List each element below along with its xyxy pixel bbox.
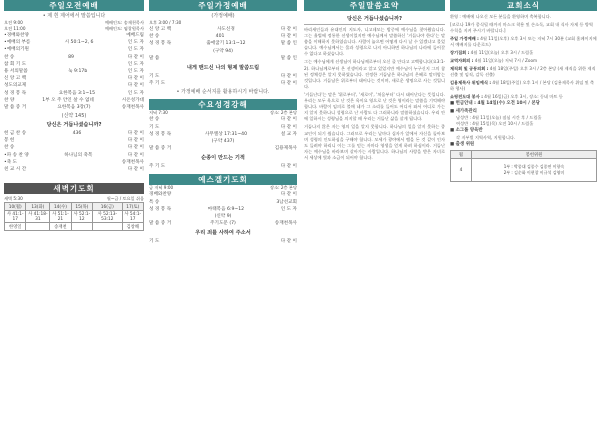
order-item-leader: 다 같 이 bbox=[280, 192, 297, 198]
order-item-leader: 인 도 자 bbox=[127, 47, 144, 53]
news-item-value: 4월 16일(금) 오후 3시, 장소: 동네 마트 등 bbox=[484, 94, 563, 99]
news-item bbox=[450, 58, 597, 64]
order-item-leader: 다 같 이 bbox=[127, 167, 144, 172]
order-item-label: 성 경 봉 독 bbox=[4, 90, 27, 96]
news-item bbox=[450, 80, 597, 92]
scripture-reference: (신약 145) bbox=[61, 113, 87, 120]
order-row bbox=[149, 26, 297, 33]
order-item-leader: 인 도 자 bbox=[127, 40, 144, 46]
sub-item-2: 여성반 : 4월 15일(목) 오전 10시 / 드림홀 bbox=[456, 121, 534, 126]
family-banner: 내게 맨드신 나의 형제 말씀드림 bbox=[186, 64, 260, 71]
sermon-paragraph-1: 바리새인들과 유대인의 지도자, 니고데모는 밤중에 예수님을 찾아왔습니다. 그는 율법에 정통한 선생이었지만 예수님께서 말씀하신 '거듭나야 한다'는 말씀을 이해하지 못하였습니다. 사람이 늙으면 어떻게 다시 날 수 있겠냐고 물었습니다. 예수님께서는 물과 성령으로 나지 아니하면 하나님의 나라에 들어갈 수 없다고 하셨습니다. bbox=[304, 27, 445, 57]
news-item-key: 장기집회 : bbox=[450, 50, 470, 55]
order-item-detail: 시 50:1~2, 6 bbox=[64, 40, 94, 46]
sub-item-1: 남성반 : 4월 11일(오늘) 점심 시간 후 / 드림홀 bbox=[456, 115, 542, 120]
order-item-label: 말 씀 증 거 bbox=[149, 146, 172, 152]
order-item-detail: 요한복음 3:1~15 bbox=[58, 90, 96, 96]
dawn-table-cell: 사 54:1-17 bbox=[122, 211, 144, 223]
order-item-leader: 다 같 이 bbox=[127, 76, 144, 82]
order-row bbox=[149, 163, 297, 170]
order-row bbox=[149, 80, 297, 87]
dawn-table-cell: 사 52:1-12 bbox=[71, 211, 92, 223]
service-time-2: 오전 11:00 예배인도: 염창원목사 bbox=[4, 26, 144, 31]
dawn-table-cell: 송재천 bbox=[50, 223, 71, 231]
order-item-leader: 시온성가대 bbox=[121, 97, 144, 103]
table-cell-committee: 1부 : 박종대 김종수 김종연 이향숙 2부 : 김순화 이현창 이규석 김영미 bbox=[472, 159, 597, 182]
order-of-service-2 bbox=[4, 130, 144, 173]
order-row bbox=[4, 32, 144, 39]
order-item-detail: 눅 9:17b bbox=[68, 68, 88, 74]
family-worship-sub: (가정예배) bbox=[211, 13, 235, 19]
news-bullet-4: ■ 출생 위원 bbox=[450, 141, 475, 147]
order-row bbox=[149, 145, 297, 152]
order-item-leader: 다 같 이 bbox=[127, 54, 144, 60]
order-row bbox=[4, 166, 144, 173]
family-worship-time: 오후 3:00 / 7:30 bbox=[149, 20, 182, 25]
order-row bbox=[149, 55, 297, 62]
wednesday-order-2 bbox=[149, 163, 297, 170]
news-item-value: 4월 11일(오늘) 저녁 7시 / Zoom bbox=[474, 58, 538, 63]
order-row bbox=[149, 73, 297, 80]
order-row bbox=[149, 191, 297, 198]
order-item-label: 찬 송 bbox=[4, 54, 15, 60]
order-row bbox=[4, 68, 144, 75]
order-row bbox=[149, 220, 297, 227]
order-item-label: 특 송 bbox=[149, 199, 160, 205]
friday-order bbox=[149, 191, 297, 227]
order-item-leader: 다 같 이 bbox=[280, 81, 297, 87]
order-item-detail: 주기도문 (7) bbox=[210, 221, 236, 227]
order-item-detail: (구약 94) bbox=[213, 48, 233, 54]
order-item-leader: 인 도 자 bbox=[280, 206, 297, 212]
order-item-label: 봉 헌 bbox=[4, 138, 15, 144]
order-item-detail: 하나님의 축복 bbox=[64, 152, 93, 158]
order-row bbox=[4, 82, 144, 89]
news-item-value: [코로나 19가 종식될 때까지 마스크 착용 및 손소독, 교회 내 식사 자제 등 방역 수칙을 지켜 주시기 바랍니다.] bbox=[450, 22, 593, 33]
order-item-leader: 인 도 자 bbox=[127, 61, 144, 67]
dawn-table-cell: 김창해 bbox=[122, 223, 144, 231]
order-item-label: 성도의교제 bbox=[4, 83, 27, 89]
sunday-morning-header: 주일오전예배 bbox=[4, 0, 144, 11]
order-item-label: 주 기 도 bbox=[149, 164, 166, 170]
order-item-detail: 마태복음 6:9~12 bbox=[207, 206, 245, 212]
news-item-value: 4월 18일(주일) 오후 3시 / 2층 본당 (새 제직을 위한 제직 선출 및 임직, 감독 선출) bbox=[450, 66, 596, 77]
column-sunday-morning bbox=[4, 0, 144, 424]
order-item-label: 친 교 시 간 bbox=[4, 167, 27, 172]
order-item-label: 기 도 bbox=[149, 73, 160, 79]
dawn-prayer-header: 새벽기도회 bbox=[4, 183, 144, 194]
order-row bbox=[4, 152, 144, 159]
order-row bbox=[4, 61, 144, 68]
order-item-leader: 다 같 이 bbox=[127, 131, 144, 137]
dawn-table-cell: 한영일 bbox=[5, 223, 26, 231]
order-row bbox=[149, 48, 297, 55]
dawn-table-cell: 사 52:13-53:12 bbox=[93, 211, 122, 223]
order-row bbox=[4, 159, 144, 166]
order-item-label: 신 앙 고 백 bbox=[4, 76, 27, 82]
order-item-leader: 송재천목사 bbox=[274, 221, 297, 227]
news-item bbox=[450, 50, 597, 56]
table-cell-month: 4 bbox=[451, 159, 472, 182]
order-item-detail: 401 bbox=[215, 34, 225, 40]
dawn-table-cell: 14(수) bbox=[50, 203, 71, 211]
news-item-key: 제직회 및 공동의회 : bbox=[450, 66, 489, 71]
news-item bbox=[450, 94, 597, 100]
table-head-committee: 봉헌위원 bbox=[472, 151, 597, 159]
order-row bbox=[4, 75, 144, 82]
dawn-table-cell: 사 51:1-21 bbox=[50, 211, 71, 223]
order-item-leader: 송재천목사 bbox=[121, 159, 144, 165]
order-row bbox=[4, 137, 144, 144]
sermon-headline: 당신은 거듭나셨습니까? bbox=[347, 16, 402, 22]
order-item-detail: 출애굽기 13:1~12 bbox=[206, 41, 246, 47]
order-row bbox=[149, 131, 297, 138]
dawn-table-cell: 15(목) bbox=[71, 203, 92, 211]
sermon-paragraph-2: 그는 예수님에게 선생님이 하나님께로부터 오신 줄 안다고 고백합니다(요3:1-2). 하나님께로부터 온 선생이라고 알고 있었지만 예수님이 누구신지 그의 참된 정체성은 알지 못하였습니다. 진정한 거듭남은 하나님의 은혜로 말미암는 것입니다. 거듭남은 위로부터 태어나는 것이며, 새로운 생명으로 사는 것입니다. bbox=[304, 59, 445, 89]
friday-time-row: 금 저녁 9:00 장소: 2층 본당 bbox=[149, 185, 297, 191]
order-row bbox=[149, 116, 297, 123]
news-item-key: 쇼핑전도대 봉사 : bbox=[450, 94, 483, 99]
order-item-detail: 요한복음 3장(7) bbox=[57, 104, 91, 110]
order-item-label: 기 도 bbox=[149, 124, 160, 130]
news-item bbox=[450, 22, 597, 34]
news-item-key: 주일 가정예배 : bbox=[450, 36, 479, 41]
order-row bbox=[4, 130, 144, 137]
friday-prayer-header: 예스겔기도회 bbox=[149, 174, 297, 185]
order-row bbox=[149, 238, 297, 245]
news-bullet-3: ■ 소그룹 양육반 bbox=[450, 128, 483, 133]
small-note: 각 지부별 지역사역, 지원합니다. bbox=[456, 134, 516, 140]
order-row bbox=[149, 213, 297, 220]
order-item-label: 찬 송 bbox=[149, 117, 160, 123]
order-item-label: 참 회 기 도 bbox=[4, 61, 27, 67]
order-row bbox=[4, 46, 144, 53]
order-item-leader: 다 같 이 bbox=[280, 239, 297, 245]
order-item-leader: 송재천목사 bbox=[121, 104, 144, 110]
order-item-label: 성 경 봉 독 bbox=[149, 41, 172, 47]
family-order bbox=[149, 26, 297, 62]
news-item-key: 김용제목사 위임예식 : bbox=[450, 80, 491, 85]
dawn-table-cell: 사 41:1-17 bbox=[5, 211, 26, 223]
order-item-leader: 다 같 이 bbox=[280, 117, 297, 123]
news-item-key: 교역자회의 : bbox=[450, 58, 474, 63]
order-item-leader: 예배드림 bbox=[126, 33, 144, 38]
wednesday-banner: 순종이 만드는 기적 bbox=[201, 155, 245, 162]
order-item-leader: 다 같 이 bbox=[127, 138, 144, 144]
dawn-table-row bbox=[5, 203, 144, 211]
order-item-label: 주 기 도 bbox=[149, 81, 166, 87]
order-item-label: 말 씀 증 거 bbox=[149, 221, 172, 227]
order-item-label: 찬 송 bbox=[4, 145, 15, 151]
order-item-leader: 다 같 이 bbox=[280, 73, 297, 79]
dawn-table-cell bbox=[93, 223, 122, 231]
order-row bbox=[149, 138, 297, 145]
order-item-label: •예배의 부름 bbox=[4, 40, 31, 46]
dawn-time-row: 새벽 5:30 월~금 / 토요일 쉬움 bbox=[4, 196, 144, 202]
order-row bbox=[149, 199, 297, 206]
order-item-detail: (신약 9) bbox=[214, 214, 232, 219]
church-news-header: 교회소식 bbox=[450, 0, 597, 11]
dawn-table-cell: 16(금) bbox=[93, 203, 122, 211]
order-row bbox=[4, 144, 144, 151]
sunday-morning-verse: • 제 흰 제어에서 말씀입니다 bbox=[42, 13, 106, 19]
order-item-leader: 말 씀 인 bbox=[280, 41, 297, 47]
news-item-value: 4월 11일(오후) 오후 3시 또는 저녁 7시 30분 (교회 홈페이지에서 예배지를 다운로드) bbox=[450, 36, 597, 47]
order-item-detail: (구약 437) bbox=[211, 138, 235, 144]
order-item-leader: 다 같 이 bbox=[280, 27, 297, 32]
order-item-leader: 설 교 자 bbox=[280, 131, 297, 137]
family-order-2 bbox=[149, 73, 297, 87]
order-item-leader: 다 같 이 bbox=[127, 83, 144, 89]
order-row bbox=[149, 33, 297, 40]
order-item-label: •경배와찬양 bbox=[4, 33, 29, 38]
sermon-summary-header: 주일말씀요약 bbox=[304, 0, 445, 11]
order-item-label: 찬 송 bbox=[149, 34, 160, 40]
divider bbox=[304, 24, 445, 25]
news-item-value: 4월 18일(주일) 오후 1시 / 본당 (김용제목사 위임 및 축하 행사) bbox=[450, 80, 595, 91]
service-time-1: 오전 9:00 예배인도: 송재천목사 bbox=[4, 20, 144, 25]
dawn-table-row bbox=[5, 211, 144, 223]
order-item-detail: 사무엘상 17:31~40 bbox=[204, 131, 248, 137]
order-item-leader: 다 같 이 bbox=[280, 34, 297, 40]
order-row bbox=[149, 206, 297, 213]
order-item-label: 신 앙 고 백 bbox=[149, 27, 172, 32]
family-note: • 가정예배 순서지를 활용하시기 바랍니다. bbox=[176, 89, 270, 96]
news-bullet-1: ■ 헌금안내 : 4월 14일(수) 오전 10시 / 본당 bbox=[450, 101, 540, 106]
news-items bbox=[450, 22, 597, 100]
order-item-leader: 다 같 이 bbox=[280, 124, 297, 130]
order-item-leader: 다 같 이 bbox=[127, 152, 144, 158]
news-item bbox=[450, 36, 597, 48]
order-item-leader: 김용제목사 bbox=[274, 146, 297, 152]
order-row bbox=[149, 40, 297, 47]
dawn-table-row bbox=[5, 223, 144, 231]
news-bullet-2: ■ 새가족관리 bbox=[450, 108, 477, 114]
order-row bbox=[4, 39, 144, 46]
news-item-value: 4월 11일(오늘) 오후 3시 / 드림홀 bbox=[470, 50, 534, 55]
order-row bbox=[4, 90, 144, 97]
order-item-detail: 89 bbox=[68, 54, 74, 60]
friday-banner: 우리 죄를 사하여 주소서 bbox=[195, 230, 251, 237]
order-item-label: •파 송 찬 양 bbox=[4, 152, 29, 158]
sermon-paragraph-4: 거듭나지 않은 자는 영의 일을 알지 못합니다. 하나님의 일을 알지 못하는 종교인이 되기 쉽습니다. 그러므로 우리는 날마다 십자가 앞에서 자신을 돌아보며 성령의 인도하심을 구해야 합니다. 모세가 광야에서 뱀을 든 것 같이 인자도 들려야 하리니 이는 그를 믿는 자마다 영생을 얻게 하려 하심이라. 거듭난 자는 예수님을 바라보며 살아가는 사람입니다. 하나님의 사랑을 받은 자녀로서 세상에 빛과 소금이 되어야 합니다. bbox=[304, 124, 445, 160]
order-row bbox=[149, 124, 297, 131]
order-item-label: 찬 양 bbox=[4, 97, 15, 103]
sermon-title: 당신은 거듭나셨습니까? bbox=[46, 122, 102, 129]
order-item-label: •축 도 bbox=[4, 159, 18, 165]
offering-committee-table bbox=[450, 150, 597, 182]
order-item-label: 말 씀 증 거 bbox=[4, 104, 27, 110]
dawn-table-cell: 17(토) bbox=[122, 203, 144, 211]
column-family-worship bbox=[149, 0, 297, 424]
news-item bbox=[450, 66, 597, 78]
wednesday-order bbox=[149, 116, 297, 152]
dawn-table-cell bbox=[26, 223, 50, 231]
order-item-label: 성 경 봉 독 bbox=[149, 206, 172, 212]
welcome-text: 환영 : 예배에 나오신 모든 분들을 환영하며 축복합니다. bbox=[450, 14, 552, 19]
friday-order-2 bbox=[149, 238, 297, 245]
order-row bbox=[4, 97, 144, 104]
column-church-news bbox=[450, 0, 597, 424]
wednesday-header: 수요성경강해 bbox=[149, 99, 297, 110]
wednesday-time-row: 저녁 7:30 장소: 2층 본당 bbox=[149, 110, 297, 116]
order-item-detail: 436 bbox=[72, 131, 82, 137]
order-item-label: 용 서의말씀 bbox=[4, 68, 28, 74]
order-item-label: •예배의기원 bbox=[4, 47, 29, 53]
order-item-label: 기 도 bbox=[149, 239, 160, 245]
order-row bbox=[4, 104, 144, 111]
sermon-paragraph-3: '거듭난다'는 말은 '위로부터', '새로이', '처음부터' 다시 태어난다는 뜻입니다. 우리는 모두 육으로 난 것은 육이요 영으로 난 것은 영이라는 말씀을 기억해야 합니다. 바람이 임의로 불매 네가 그 소리를 들어도 어디서 와서 어디로 가는지 알지 못하나니 성령으로 난 사람도 다 그러하니라 말씀하셨습니다. 우리 안에 일하시는 성령님을 의지할 때 우리는 거듭난 삶을 살게 됩니다. bbox=[304, 91, 445, 122]
order-item-detail: 1부 오 주 안인 살 수 없네 bbox=[42, 97, 94, 103]
dawn-table-cell bbox=[71, 223, 92, 231]
order-item-label: 헌 금 찬 송 bbox=[4, 131, 27, 137]
table-head-month: 월 bbox=[451, 151, 472, 159]
order-item-leader: 다 같 이 bbox=[280, 164, 297, 170]
column-sermon-summary bbox=[304, 0, 445, 424]
order-item-leader: 인 도 자 bbox=[127, 90, 144, 96]
dawn-table-cell: 10(월) bbox=[5, 203, 26, 211]
order-item-leader: 인 도 자 bbox=[127, 68, 144, 74]
dawn-schedule-table bbox=[4, 202, 144, 231]
order-of-service bbox=[4, 32, 144, 111]
family-worship-header: 주일가정예배 bbox=[149, 0, 297, 11]
order-row bbox=[4, 54, 144, 61]
order-item-label: 성 경 봉 독 bbox=[149, 131, 172, 137]
order-item-leader: 말 씀 인 bbox=[280, 55, 297, 61]
order-item-leader: 3남선교회 bbox=[276, 199, 297, 205]
order-item-label: 말 씀 bbox=[149, 55, 160, 61]
order-item-label: 경배와찬양 bbox=[149, 192, 172, 198]
order-item-detail: 사도신경 bbox=[217, 27, 235, 32]
dawn-table-cell: 13(화) bbox=[26, 203, 50, 211]
dawn-table-cell: 사 41:18-31 bbox=[26, 211, 50, 223]
order-item-leader: 다 같 이 bbox=[127, 145, 144, 151]
